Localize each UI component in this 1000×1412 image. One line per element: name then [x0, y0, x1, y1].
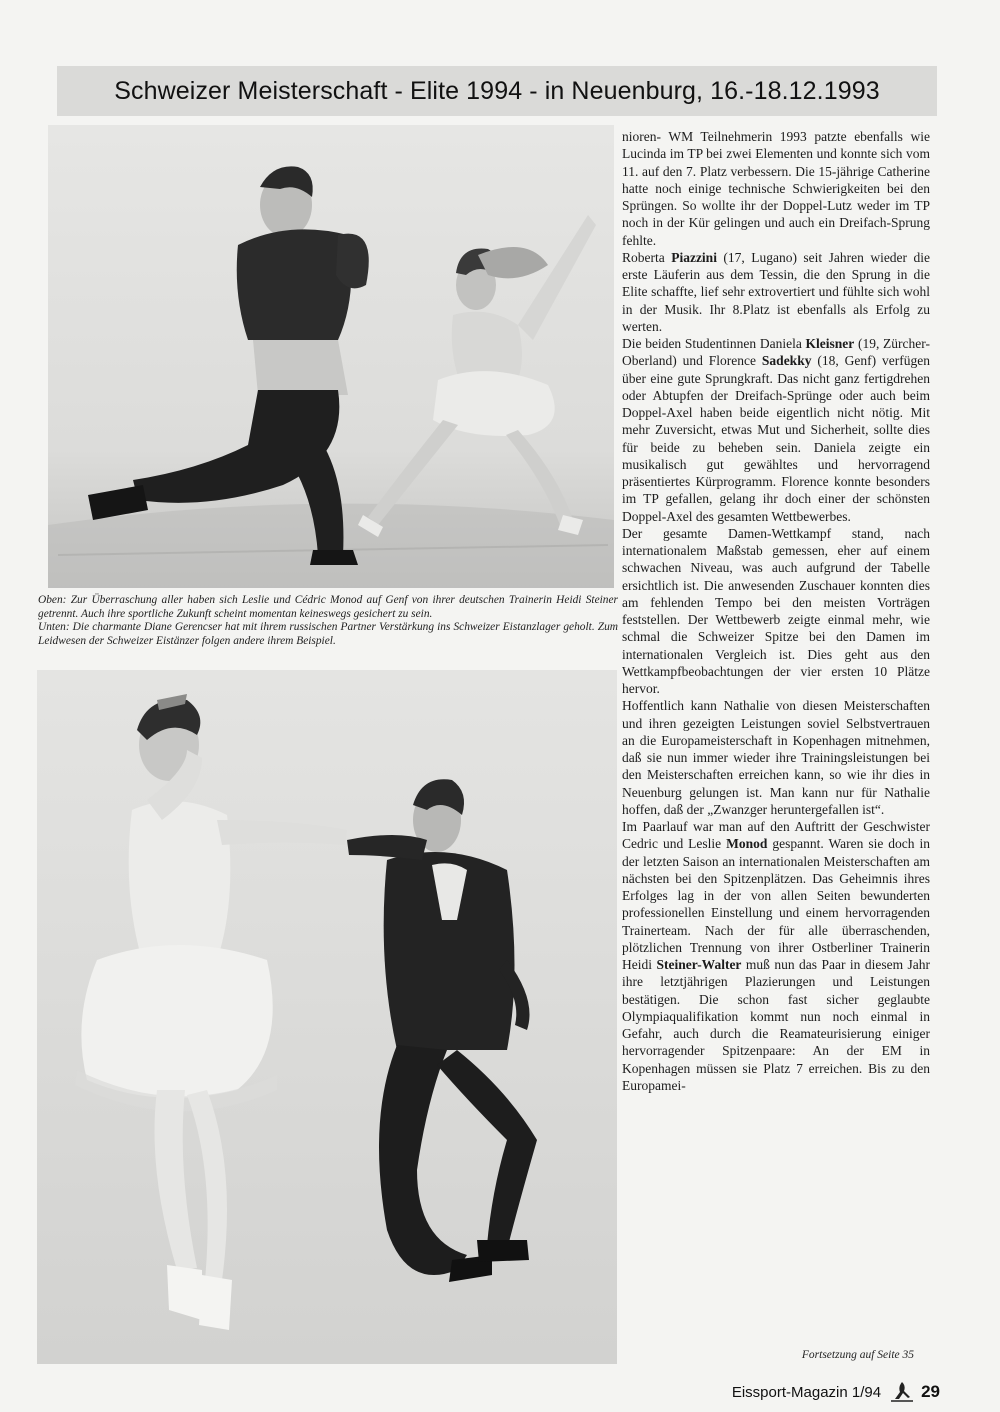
photo-caption [38, 594, 618, 648]
photo-pair-skaters [48, 125, 614, 588]
article-paragraph: Hoffentlich kann Nathalie von diesen Meisterschaften und ihren gezeigten Leistungen soviel Selbstvertrauen an die Europameisterschaft in Kopenhagen mitnehmen, daß sie nun immer wieder ihre Trainingsleistungen bei den Meisterschaften erreichen kann, so wie ihr dies in Neuenburg gelungen ist. Man kann nur für Nathalie hoffen, daß der „Zwanzger heruntergefallen ist“. [622, 698, 930, 817]
magazine-issue: Eissport-Magazin 1/94 [731, 1383, 882, 1401]
article-paragraph: Roberta Piazzini (17, Lugano) seit Jahren wieder die erste Läuferin aus dem Tessin, die den Sprung in die Elite schaffte, lief sehr extrovertiert und fühlte sich wohl in der Musik. Ihr 8.Platz ist ebenfalls als Erfolg zu werten. [622, 249, 930, 334]
article-paragraph: Der gesamte Damen-Wettkampf stand, nach internationalem Maßstab gemessen, eher auf einem schwachen Niveau, was auch aufgrund der Tabelle ersichtlich ist. Die anwesenden Zuschauer konnten dies am fehlenden Tempo bei den meisten Vorträgen feststellen. Der Wettbewerb zeigte einmal mehr, wie schmal die Schweizer Spitze bei den Damen im internationalen Vergleich ist. Dies geht aus den Wettkampfbeobachtungen der vier ersten 10 Plätze hervor. [622, 525, 930, 696]
page-footer [680, 1378, 940, 1406]
caption-bottom: Unten: Die charmante Diane Gerencser hat mit ihrem russischen Partner Verstärkung ins Schweizer Eistanzlager geholt. Zum Leidwesen der Schweizer Eistänzer folgen andere ihrem Beispiel. [38, 621, 618, 647]
page-title: Schweizer Meisterschaft - Elite 1994 - in Neuenburg, 16.-18.12.1993 [114, 76, 880, 105]
name-highlight: Steiner-Walter [656, 957, 742, 972]
page-number: 29 [921, 1382, 940, 1401]
name-highlight: Piazzini [671, 249, 717, 265]
article-paragraph: Die beiden Studentinnen Daniela Kleisner (19, Zürcher-Oberland) und Florence Sadekky (18, Genf) verfügen über eine gute Sprungkraft. Das nicht ganz fertigdrehen oder Abtupfen der Dreifach-Sprünge oder auch beim Doppel-Axel haben beide eigentlich nicht nötig. Mit mehr Zuversicht, etwas Mut und Sicherheit, sollte dies für beide zu beheben sein. Daniela zeigte ein musikalisch gut gewähltes und hervorragend präsentiertes Kürprogramm. Florence konnte besonders im TP gefallen, gelang ihr doch einer der schönsten Doppel-Axel des gesamten Wettbewerbes. [622, 336, 930, 524]
article-paragraph: Im Paarlauf war man auf den Auftritt der Geschwister Cedric und Leslie Monod gespannt. Waren sie doch in der letzten Saison an internationalen Meisterschaften am nächsten bei den Spitzenplätzen. Das Geheimnis ihres Erfolges lag in der von allen Seiten bewunderten professionellen Einstellung und einem hervorragenden Trainerteam. Nach der für alle überraschenden, plötzlichen Trennung von ihrer Ostberliner Trainerin Heidi Steiner-Walter muß nun das Paar in diesem Jahr ihre letztjährigen Plazierungen und Leistungen bestätigen. Die schon fast sicher geglaubte Olympiaqualifikation kommt nun noch einmal in Gefahr, auch durch die Reamateurisierung einiger hervorragender Spitzenpaare: An der EM in Kopenhagen müssen sie Platz 7 erreichen. Bis zu den Europamei- [622, 819, 931, 1093]
article-column [622, 128, 930, 1094]
name-highlight: Sadekky [761, 353, 812, 369]
photo-ice-dance-pair [37, 670, 617, 1364]
caption-top: Oben: Zur Überraschung aller haben sich Leslie und Cédric Monod auf Genf von ihrer deutschen Trainerin Heidi Steiner getrennt. Auch ihre sportliche Zukunft scheint momentan keineswegs gesichert zu sein. [38, 594, 618, 620]
name-highlight: Monod [726, 836, 768, 852]
name-highlight: Kleisner [805, 336, 855, 351]
continuation-note: Fortsetzung auf Seite 35 [801, 1349, 914, 1361]
skater-logo-icon [889, 1380, 915, 1404]
article-paragraph: nioren- WM Teilnehmerin 1993 patzte ebenfalls wie Lucinda im TP bei zwei Elementen und konnte sich vom 11. auf den 7. Platz verbessern. Die 15-jährige Catherine hatte noch einige technische Schwierigkeiten bei den Sprüngen. So wollte ihr der Doppel-Lutz weder im TP noch in der Kür gelingen und auch ein Dreifach-Sprung fehlte. [622, 129, 930, 248]
page-title-bar [57, 66, 937, 116]
